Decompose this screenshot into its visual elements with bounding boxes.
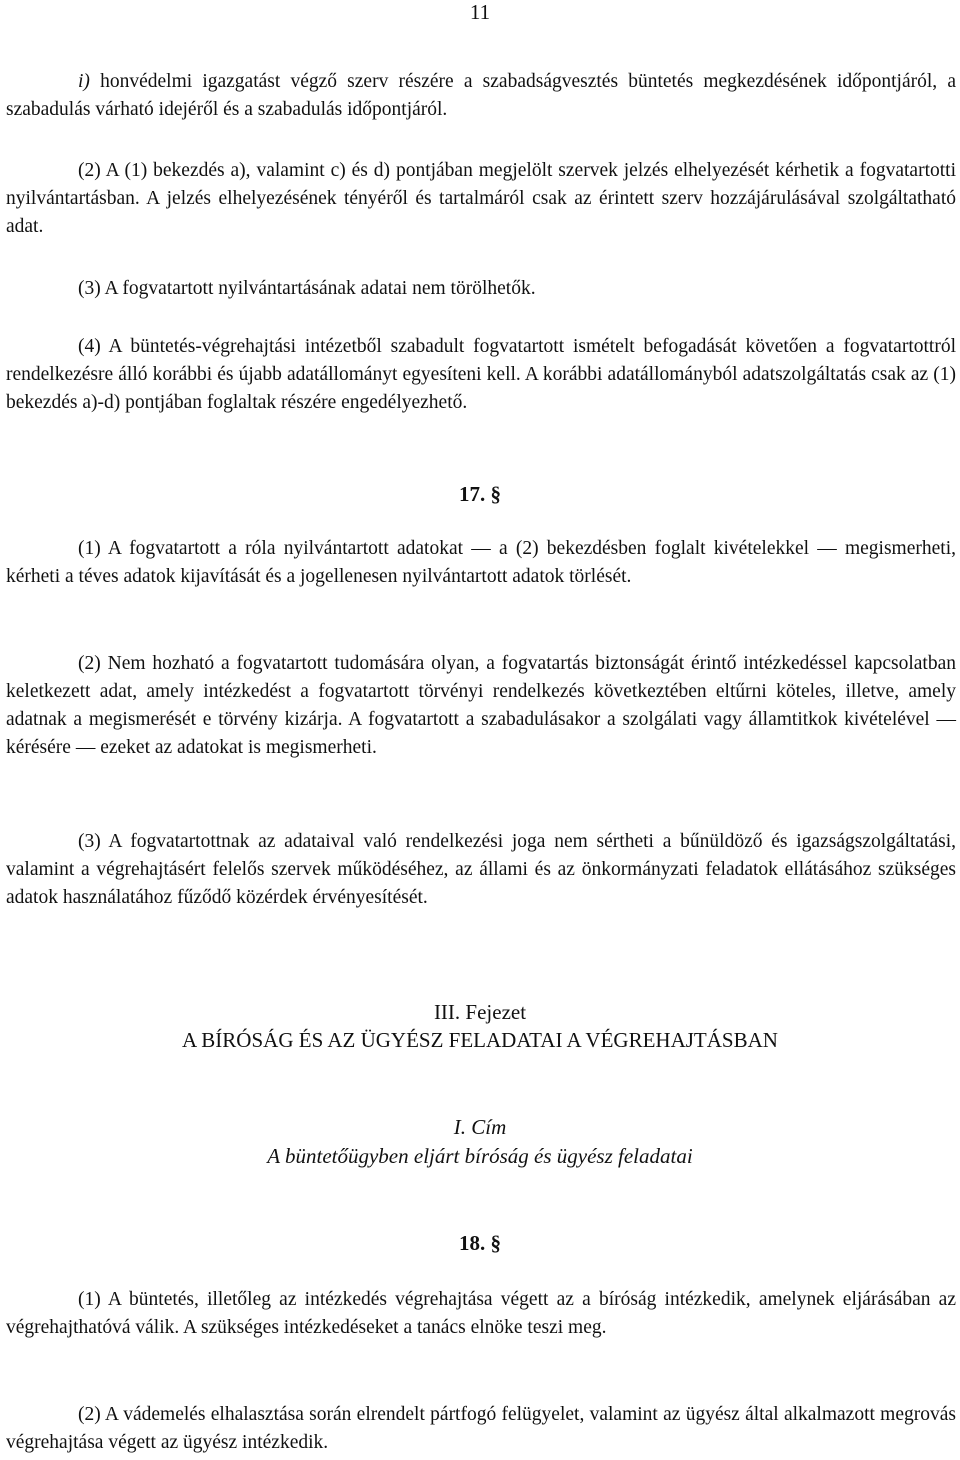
section-symbol: § [490, 482, 501, 506]
section-heading-18 [0, 1228, 960, 1258]
paragraph-16-3: (3) A fogvatartott nyilvántartásának adatai nem törölhetők. [78, 278, 536, 299]
paragraph-16-2: (2) A (1) bekezdés a), valamint c) és d) pontjában megjelölt szervek jelzés elhelyezését kérhetik a fogvatartotti nyilvántartásban. A jelzés elhelyezésének tényéről és tartalmáról csak az érintett szerv hozzájárulásával szolgáltatható adat. [6, 160, 956, 237]
chapter-label: III. Fejezet [433, 1000, 527, 1024]
section-heading-17 [0, 479, 960, 509]
chapter-title: A BÍRÓSÁG ÉS AZ ÜGYÉSZ FELADATAI A VÉGREHAJTÁSBAN [182, 1028, 778, 1052]
section-number: 18. [459, 1231, 486, 1255]
paragraph-18-1: (1) A büntetés, illetőleg az intézkedés végrehajtása végett az a bíróság intézkedik, amelynek eljárásában az végrehajthatóvá válik. A szükséges intézkedéseket a tanács elnöke teszi meg. [6, 1289, 956, 1338]
paragraph-17-3: (3) A fogvatartottnak az adataival való rendelkezési joga nem sértheti a bűnüldöző és igazságszolgáltatási, valamint a végrehajtásért felelős szervek működéséhez, az állami és az önkormányzati feladatok ellátásához szükséges adatok használatához fűződő közérdek érvényesítését. [6, 831, 956, 908]
paragraph-17-2: (2) Nem hozható a fogvatartott tudomására olyan, a fogvatartás biztonságát érintő intézkedéssel kapcsolatban keletkezett adat, amely intézkedést a fogvatartott törvényi rendelkezés következtében eltűrni köteles, illetve, amely adatnak a megismerését e törvény kizárja. A fogvatartott a szabadulásakor a szolgálati vagy államtitkok kivételével ― kérésére ― ezeket az adatokat is megismerheti. [6, 653, 956, 758]
list-marker: i) [78, 71, 90, 92]
paragraph-16-4: (4) A büntetés-végrehajtási intézetből szabadult fogvatartott ismételt befogadását követően a fogvatartottról rendelkezésre álló korábbi és újabb adatállományt egyesíteni kell. A korábbi adatállományból adatszolgáltatás csak az (1) bekezdés a)-d) pontjában foglaltak részére engedélyezhető. [6, 336, 956, 413]
section-symbol: § [490, 1231, 501, 1255]
paragraph-text: honvédelmi igazgatást végző szerv részére a szabadságvesztés büntetés megkezdésének időpontjáról, a szabadulás várható idejéről és a szabadulás időpontjáról. [6, 71, 956, 120]
paragraph-18-2: (2) A vádemelés elhalasztása során elrendelt pártfogó felügyelet, valamint az ügyész által alkalmazott megrovás végrehajtása végett az ügyész intézkedik. [6, 1404, 956, 1453]
title-heading: A büntetőügyben eljárt bíróság és ügyész feladatai [267, 1144, 693, 1168]
paragraph-i [6, 68, 956, 124]
paragraph-17-1: (1) A fogvatartott a róla nyilvántartott adatokat ― a (2) bekezdésben foglalt kivételekkel ― megismerheti, kérheti a téves adatok kijavítását és a jogellenesen nyilvántartott adatok törlését. [6, 538, 956, 587]
page-number: 11 [469, 0, 491, 24]
section-number: 17. [459, 482, 486, 506]
title-label: I. Cím [453, 1115, 507, 1139]
